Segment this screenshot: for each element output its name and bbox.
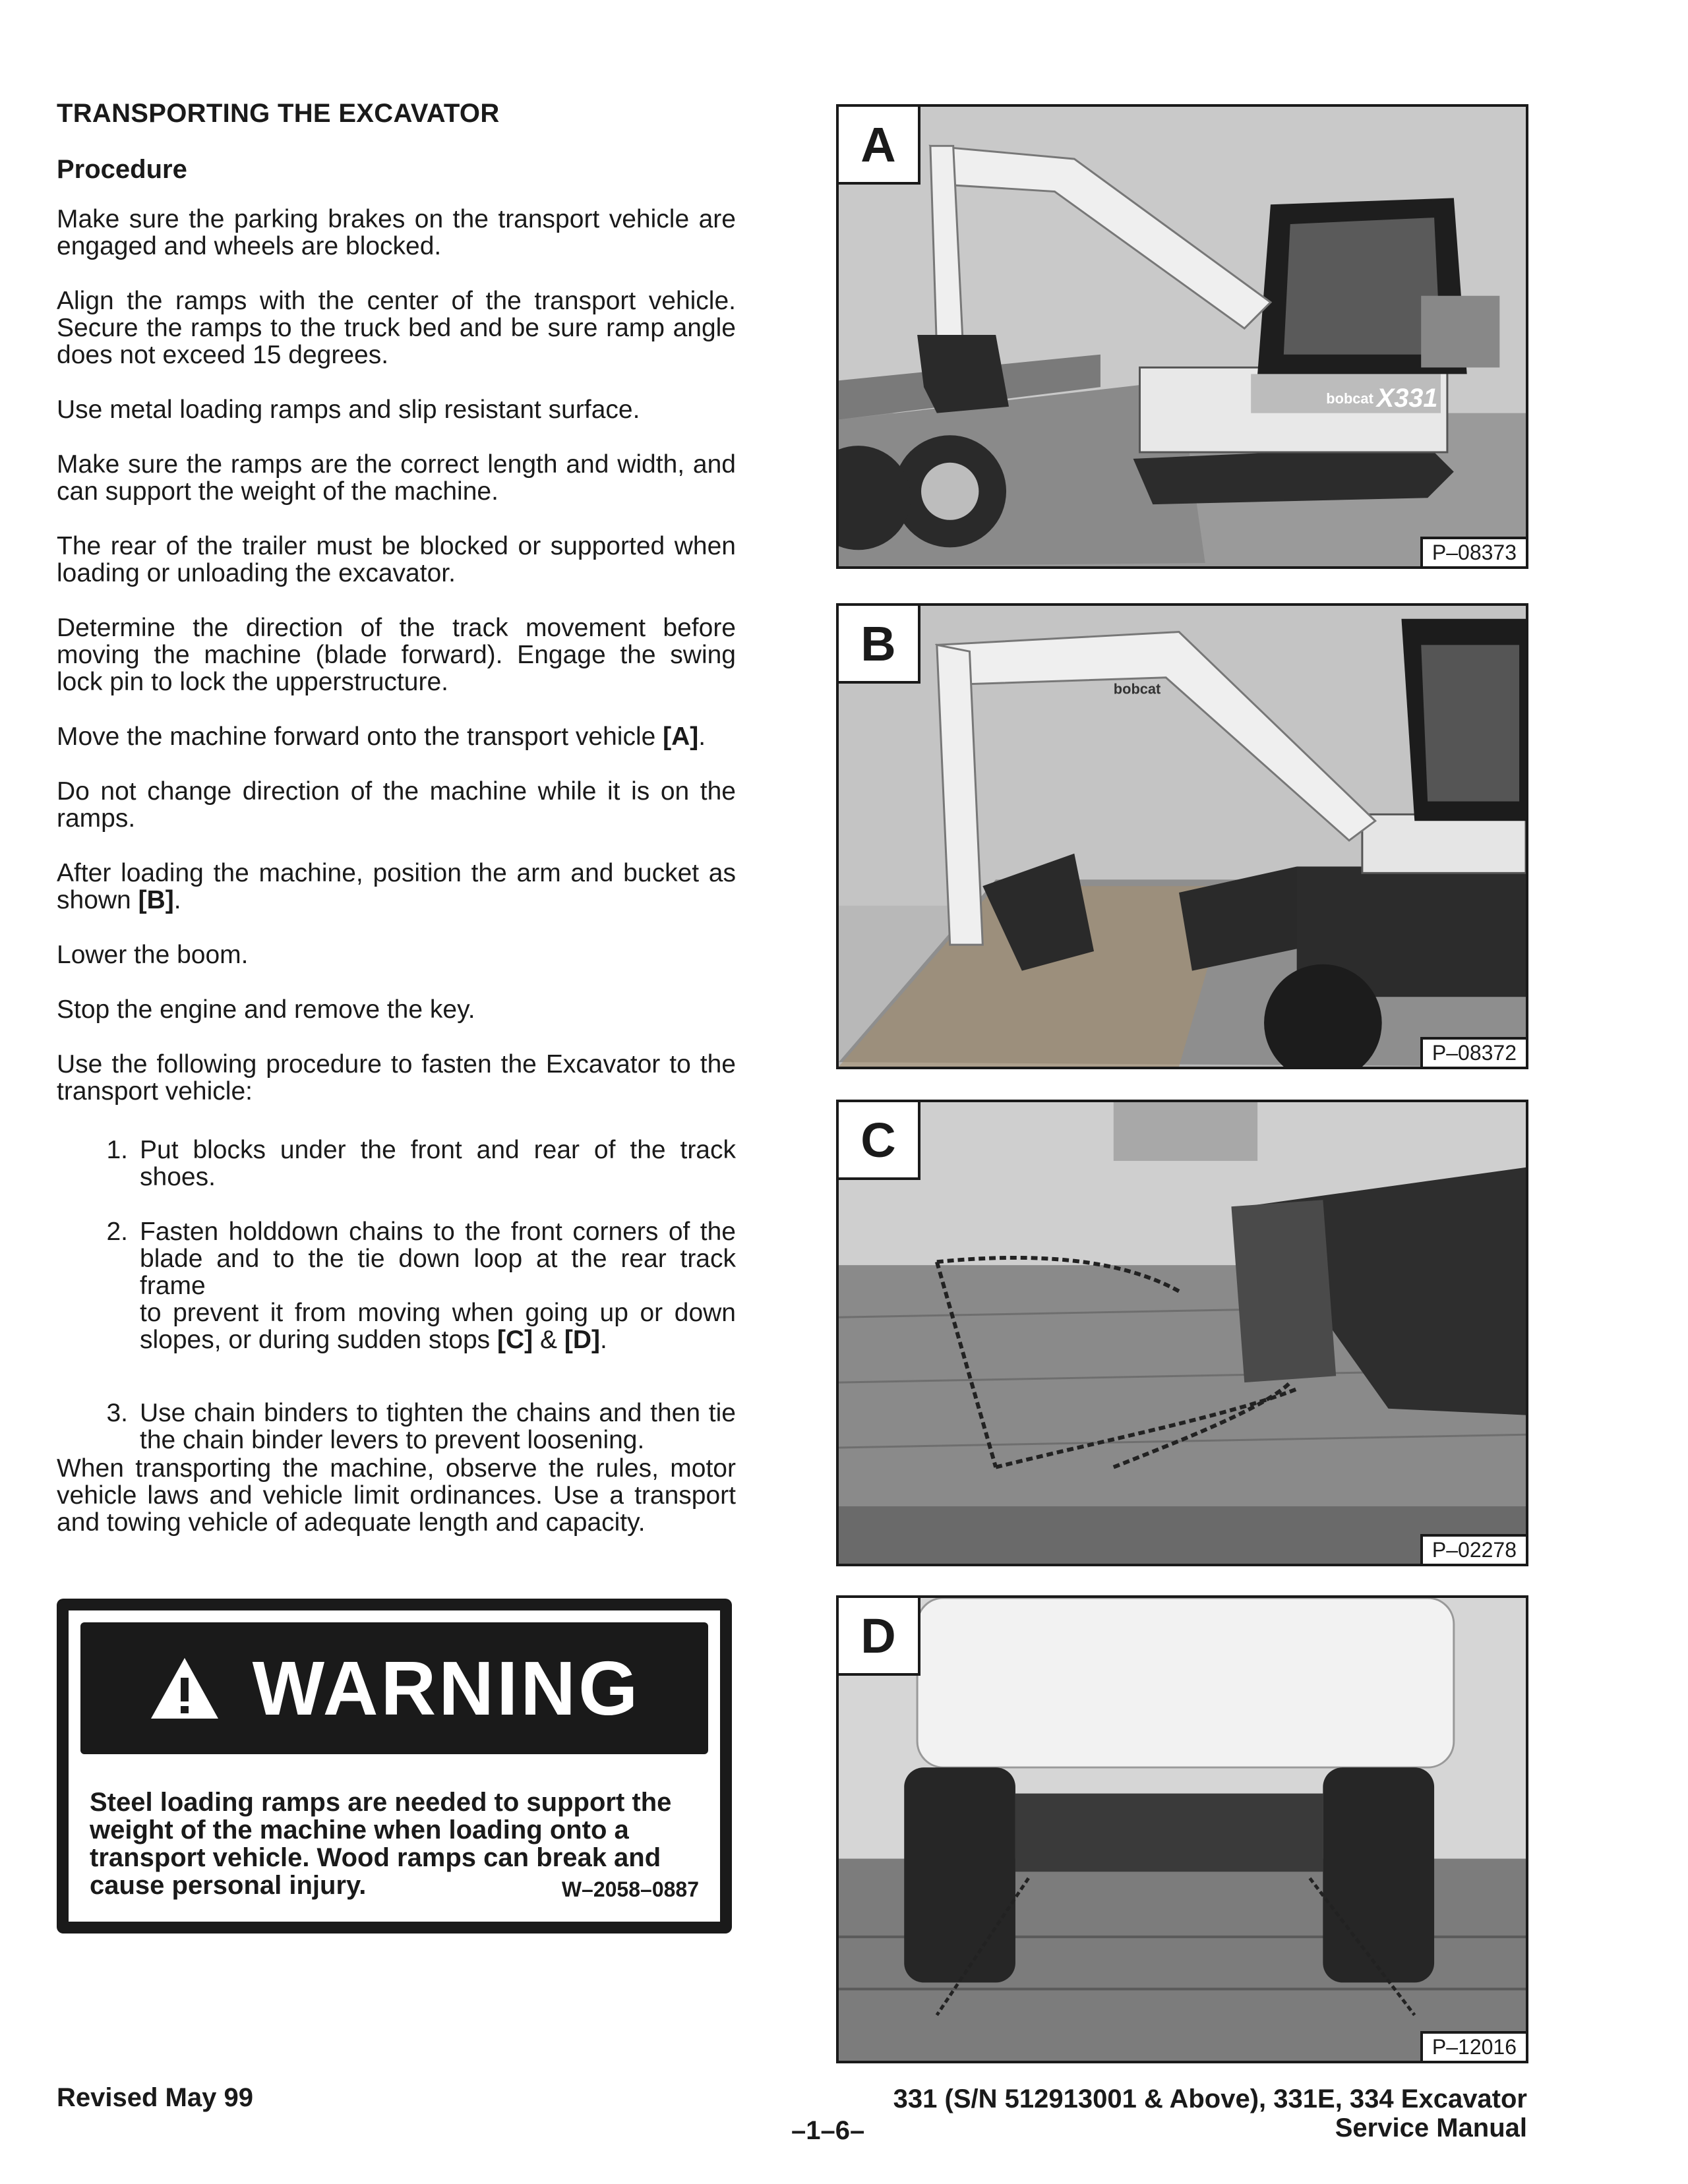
warning-title: WARNING xyxy=(252,1645,641,1731)
step-text: Use chain binders to tighten the chains and then tie the chain binder levers to prevent loosening. xyxy=(140,1399,736,1454)
instructions-column xyxy=(57,99,736,1562)
warning-triangle-icon xyxy=(148,1655,221,1721)
paragraph-position-arm xyxy=(57,860,736,914)
paragraph-end: . xyxy=(173,886,181,914)
paragraph-text: Move the machine forward onto the transport vehicle xyxy=(57,723,663,751)
paragraph-ramp-length: Make sure the ramps are the correct length and width, and can support the weight of the machine. xyxy=(57,450,736,506)
photo-letter: C xyxy=(839,1102,920,1180)
manual-title xyxy=(893,2084,1527,2142)
step-number: 3. xyxy=(106,1399,128,1427)
manual-title-line2: Service Manual xyxy=(1335,2113,1527,2142)
paragraph-transport-rules: When transporting the machine, observe the rules, motor vehicle laws and vehicle limit ordinances. Use a transport and towing vehicle of adequate length and capacity. xyxy=(57,1454,736,1537)
section-subheading: Procedure xyxy=(57,155,187,184)
figure-reference-a: [A] xyxy=(663,723,699,751)
photo-code: P–08372 xyxy=(1420,1037,1526,1067)
photo-letter: A xyxy=(839,107,920,185)
paragraph-move-forward xyxy=(57,723,736,750)
list-item xyxy=(57,1136,736,1191)
photo-code: P–02278 xyxy=(1420,1534,1526,1564)
photo-b-secured xyxy=(836,603,1528,1069)
ampersand: & xyxy=(533,1326,564,1354)
warning-text: Steel loading ramps are needed to support the weight of the machine when loading onto a transport vehicle. Wood ramps can break and cause personal injury. xyxy=(90,1788,672,1900)
step-end: . xyxy=(599,1326,607,1354)
paragraph-end: . xyxy=(698,723,706,751)
photo-letter: B xyxy=(839,606,920,684)
figure-reference-c: [C] xyxy=(497,1326,533,1354)
step-number: 2. xyxy=(106,1218,128,1246)
manual-title-line1: 331 (S/N 512913001 & Above), 331E, 334 Excavator xyxy=(893,2084,1527,2113)
fastening-steps-list xyxy=(57,1136,736,1454)
brand-label-group xyxy=(1114,681,1161,697)
paragraph-stop-engine: Stop the engine and remove the key. xyxy=(57,995,475,1024)
chain-holddown-illustration xyxy=(839,1102,1526,1564)
paragraph-trailer-blocked: The rear of the trailer must be blocked or supported when loading or unloading the excavator. xyxy=(57,532,736,587)
photo-c-chains xyxy=(836,1100,1528,1566)
page-number: –1–6– xyxy=(791,2116,865,2145)
model-label: X331 xyxy=(1376,383,1438,413)
figure-reference-d: [D] xyxy=(564,1326,600,1354)
step-text xyxy=(140,1218,736,1353)
step-text-a: Fasten holddown chains to the front corners of the blade and to the tie down loop at the rear track frame xyxy=(140,1218,736,1300)
paragraph-text: After loading the machine, position the arm and bucket as shown xyxy=(57,859,736,914)
step-text: Put blocks under the front and rear of the track shoes. xyxy=(140,1136,736,1191)
photo-code: P–08373 xyxy=(1420,537,1526,566)
warning-box xyxy=(57,1599,732,1933)
excavator-loading-illustration xyxy=(839,107,1526,566)
figure-reference-b: [B] xyxy=(138,886,174,914)
photo-d-rear-view xyxy=(836,1595,1528,2063)
photo-a-loading xyxy=(836,104,1528,569)
rear-view-illustration xyxy=(839,1598,1526,2061)
photo-letter: D xyxy=(839,1598,920,1676)
page-title: TRANSPORTING THE EXCAVATOR xyxy=(57,99,500,128)
revision-date: Revised May 99 xyxy=(57,2083,253,2112)
step-text-b: to prevent it from moving when going up or down slopes, or during sudden stops xyxy=(140,1299,736,1354)
paragraph-no-direction-change: Do not change direction of the machine while it is on the ramps. xyxy=(57,777,736,833)
list-item xyxy=(57,1218,736,1353)
paragraph-metal-ramps: Use metal loading ramps and slip resistant surface. xyxy=(57,396,640,424)
excavator-on-trailer-illustration xyxy=(839,606,1526,1067)
brand-label: bobcat xyxy=(1113,680,1161,697)
list-item xyxy=(57,1400,736,1454)
paragraph-align-ramps: Align the ramps with the center of the transport vehicle. Secure the ramps to the truck bed and be sure ramp angle does not exceed 15 degrees. xyxy=(57,287,736,369)
paragraph-lower-boom: Lower the boom. xyxy=(57,941,249,969)
paragraph-parking-brakes: Make sure the parking brakes on the transport vehicle are engaged and wheels are blocked. xyxy=(57,205,736,260)
photo-code: P–12016 xyxy=(1420,2031,1526,2061)
step-number: 1. xyxy=(106,1136,128,1164)
paragraph-fasten-procedure: Use the following procedure to fasten the Excavator to the transport vehicle: xyxy=(57,1050,736,1106)
warning-code: W–2058–0887 xyxy=(561,1877,699,1901)
brand-label: bobcat xyxy=(1326,390,1373,407)
paragraph-track-direction: Determine the direction of the track movement before moving the machine (blade forward). Engage the swing lock pin to lock the upperstructure. xyxy=(57,614,736,696)
warning-banner xyxy=(80,1622,708,1754)
